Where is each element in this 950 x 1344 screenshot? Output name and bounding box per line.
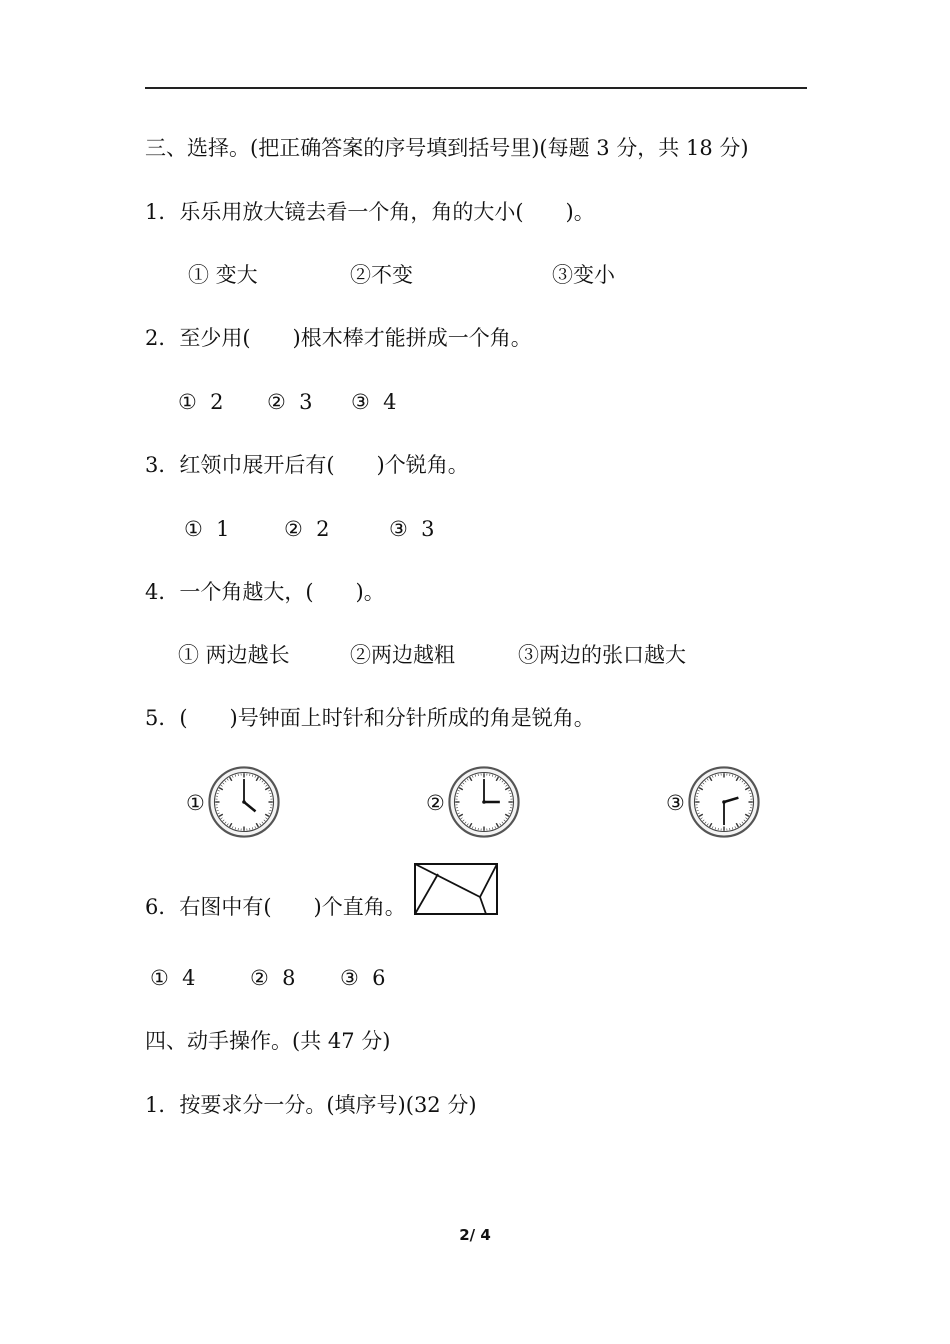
page-number: 2/ 4 bbox=[459, 1226, 491, 1244]
section-3-title: 三、选择。(把正确答案的序号填到括号里)(每题 3 分，共 18 分) bbox=[145, 136, 749, 160]
q2-option-1[interactable]: ① 2 bbox=[178, 390, 224, 414]
question-4: 4．一个角越大，( )。 bbox=[145, 580, 385, 604]
envelope-figure-icon bbox=[414, 863, 498, 915]
section-4-question-1: 1．按要求分一分。(填序号)(32 分) bbox=[145, 1093, 477, 1117]
question-5: 5．( )号钟面上时针和分针所成的角是锐角。 bbox=[145, 706, 595, 730]
question-6: 6．右图中有( )个直角。 bbox=[145, 895, 406, 919]
q6-option-3[interactable]: ③ 6 bbox=[340, 966, 386, 990]
question-2: 2．至少用( )根木棒才能拼成一个角。 bbox=[145, 326, 532, 350]
q4-option-2[interactable]: ②两边越粗 bbox=[350, 643, 455, 667]
q2-option-2[interactable]: ② 3 bbox=[267, 390, 313, 414]
q1-option-2[interactable]: ②不变 bbox=[350, 263, 413, 287]
q1-option-1[interactable]: ① 变大 bbox=[188, 263, 258, 287]
q4-option-1[interactable]: ① 两边越长 bbox=[178, 643, 290, 667]
question-1: 1．乐乐用放大镜去看一个角，角的大小( )。 bbox=[145, 200, 595, 224]
question-3: 3．红领巾展开后有( )个锐角。 bbox=[145, 453, 469, 477]
clock-label-2[interactable]: ② bbox=[426, 791, 445, 815]
q1-option-3[interactable]: ③变小 bbox=[552, 263, 615, 287]
clock-2-icon bbox=[448, 766, 520, 838]
q3-option-1[interactable]: ① 1 bbox=[184, 517, 230, 541]
clock-label-3[interactable]: ③ bbox=[666, 791, 685, 815]
q3-option-3[interactable]: ③ 3 bbox=[389, 517, 435, 541]
q2-option-3[interactable]: ③ 4 bbox=[351, 390, 397, 414]
header-rule bbox=[145, 87, 807, 89]
q6-option-2[interactable]: ② 8 bbox=[250, 966, 296, 990]
clock-3-icon bbox=[688, 766, 760, 838]
q4-option-3[interactable]: ③两边的张口越大 bbox=[518, 643, 686, 667]
clock-label-1[interactable]: ① bbox=[186, 791, 205, 815]
q6-option-1[interactable]: ① 4 bbox=[150, 966, 196, 990]
q3-option-2[interactable]: ② 2 bbox=[284, 517, 330, 541]
section-4-title: 四、动手操作。(共 47 分) bbox=[145, 1029, 391, 1053]
clock-1-icon bbox=[208, 766, 280, 838]
